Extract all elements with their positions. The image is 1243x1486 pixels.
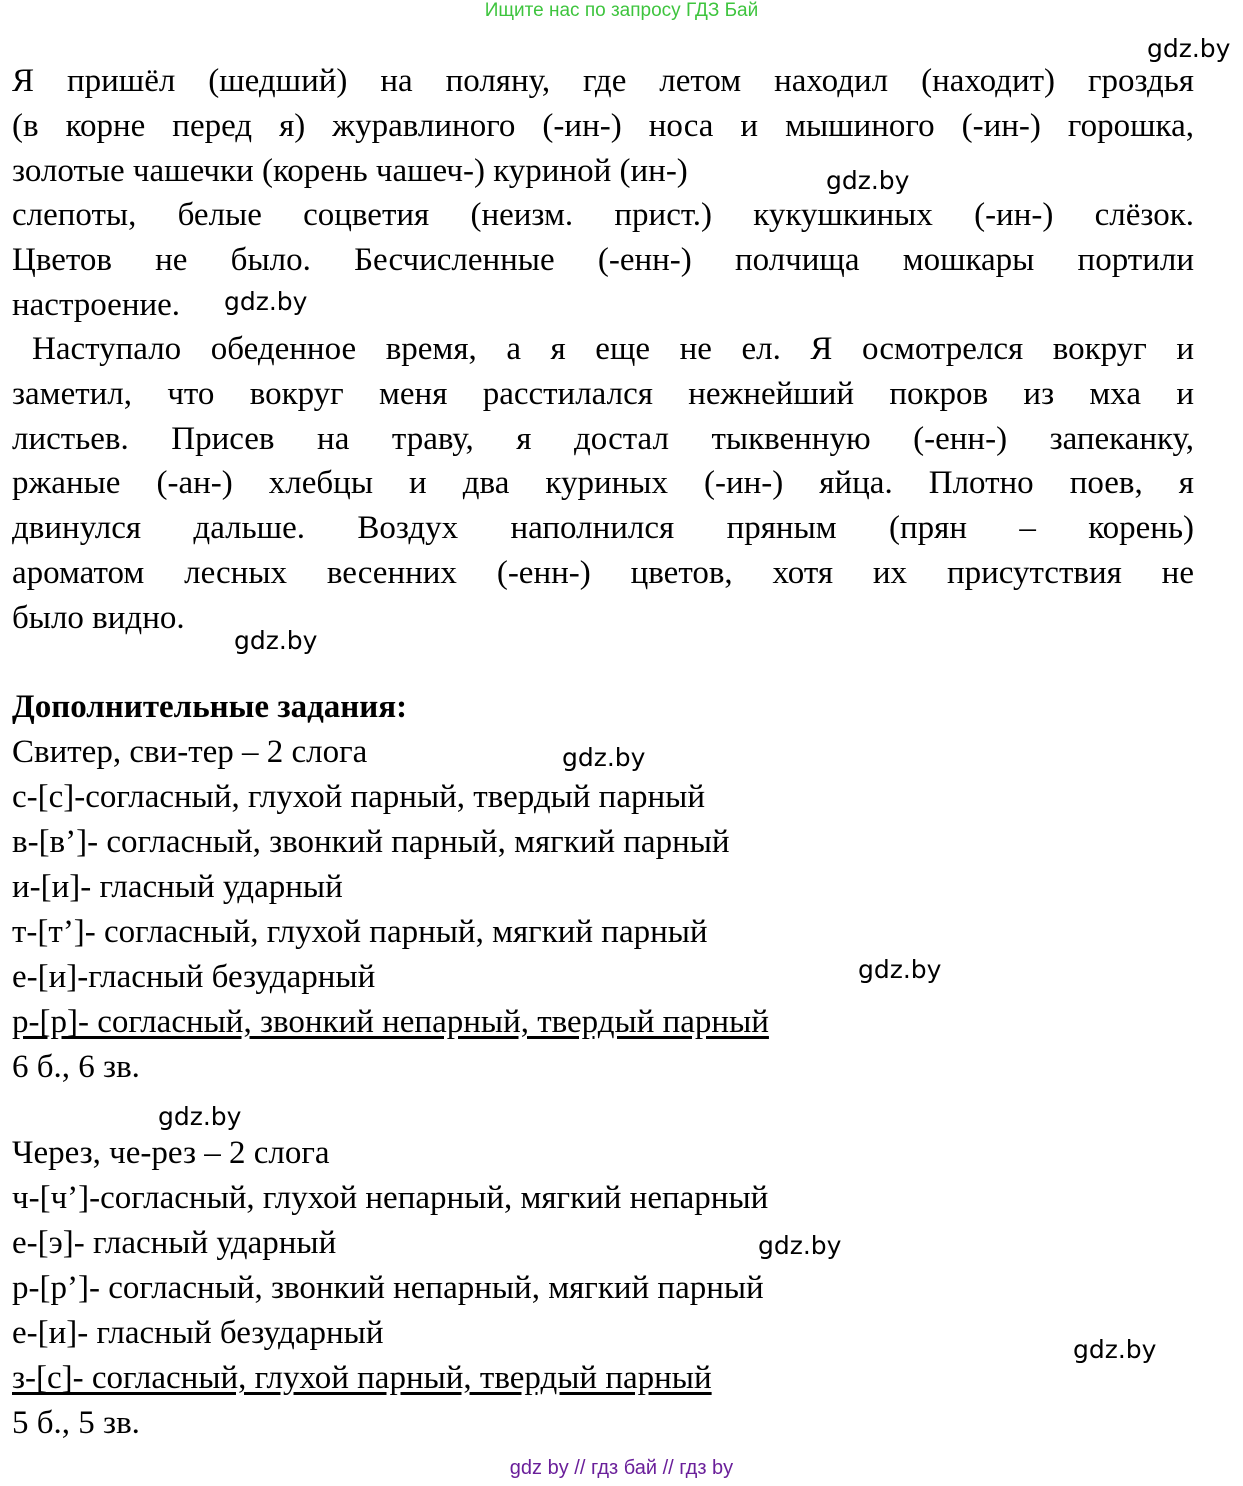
text-line: (в корне перед я) журавлиного (-ин-) носа и мышиного (-ин-) горошка,: [12, 107, 1194, 144]
text-line: заметил, что вокруг меня расстилался нежнейший покров из мха и: [12, 375, 1194, 412]
text-line: Цветов не было. Бесчисленные (-енн-) полчища мошкары портили: [12, 242, 1194, 279]
word-title: Свитер, сви-тер – 2 слога: [12, 734, 368, 770]
underlined-text: р-[р]- согласный, звонкий непарный, твердый парный: [12, 1004, 769, 1040]
sound-line: [12, 1000, 1212, 1045]
word-total: 6 б., 6 зв.: [12, 1049, 140, 1085]
text-line: Наступало обеденное время, а я еще не ел. Я осмотрелся вокруг и: [32, 331, 1194, 367]
sound-line: с-[с]-согласный, глухой парный, твердый парный: [12, 779, 705, 815]
watermark: gdz.by: [758, 1231, 842, 1260]
sound-line: т-[т’]- согласный, глухой парный, мягкий парный: [12, 914, 708, 950]
text-line: золотые чашечки (корень чашеч-) куриной (ин-): [12, 152, 688, 189]
sound-line: ч-[ч’]-согласный, глухой непарный, мягкий непарный: [12, 1180, 769, 1216]
word-total: 5 б., 5 зв.: [12, 1405, 140, 1441]
text-line: настроение.: [12, 286, 181, 323]
paragraph-1: [12, 59, 1194, 328]
sound-line: е-[и]- гласный безударный: [12, 1315, 384, 1351]
additional-tasks-word1: [12, 685, 1212, 1090]
text-line: ржаные (-ан-) хлебцы и два куриных (-ин-) яйца. Плотно поев, я: [12, 465, 1194, 502]
sound-line: е-[э]- гласный ударный: [12, 1225, 337, 1261]
watermark: gdz.by: [234, 626, 318, 655]
word-title: Через, че-рез – 2 слога: [12, 1135, 330, 1171]
sound-line: [12, 1356, 1212, 1401]
watermark: gdz.by: [562, 743, 646, 772]
search-banner[interactable]: Ищите нас по запросу ГДЗ Бай: [484, 0, 759, 21]
sound-line: р-[р’]- согласный, звонкий непарный, мягкий парный: [12, 1270, 764, 1306]
underlined-text: з-[с]- согласный, глухой парный, твердый парный: [12, 1360, 712, 1396]
watermark: gdz.by: [826, 166, 910, 195]
watermark: gdz.by: [858, 955, 942, 984]
footer-links[interactable]: gdz by // гдз бай // гдз by: [509, 1457, 734, 1479]
sound-line: е-[и]-гласный безударный: [12, 959, 376, 995]
paragraph-2: [12, 327, 1194, 641]
text-line: ароматом лесных весенних (-енн-) цветов, хотя их присутствия не: [12, 554, 1194, 591]
text-line: листьев. Присев на траву, я достал тыквенную (-енн-) запеканку,: [12, 420, 1194, 457]
text-line: Я пришёл (шедший) на поляну, где летом находил (находит) гроздья: [12, 63, 1194, 99]
text-line: слепоты, белые соцветия (неизм. прист.) кукушкиных (-ин-) слёзок.: [12, 197, 1194, 234]
additional-tasks-word2: [12, 1131, 1212, 1446]
sound-line: в-[в’]- согласный, звонкий парный, мягкий парный: [12, 824, 730, 860]
sound-line: и-[и]- гласный ударный: [12, 869, 343, 905]
text-line: двинулся дальше. Воздух наполнился пряным (прян – корень): [12, 510, 1194, 547]
text-line: было видно.: [12, 599, 185, 636]
watermark: gdz.by: [224, 287, 308, 316]
watermark: gdz.by: [158, 1102, 242, 1131]
section-heading: Дополнительные задания:: [12, 689, 408, 725]
watermark: gdz.by: [1147, 34, 1231, 63]
watermark: gdz.by: [1073, 1335, 1157, 1364]
